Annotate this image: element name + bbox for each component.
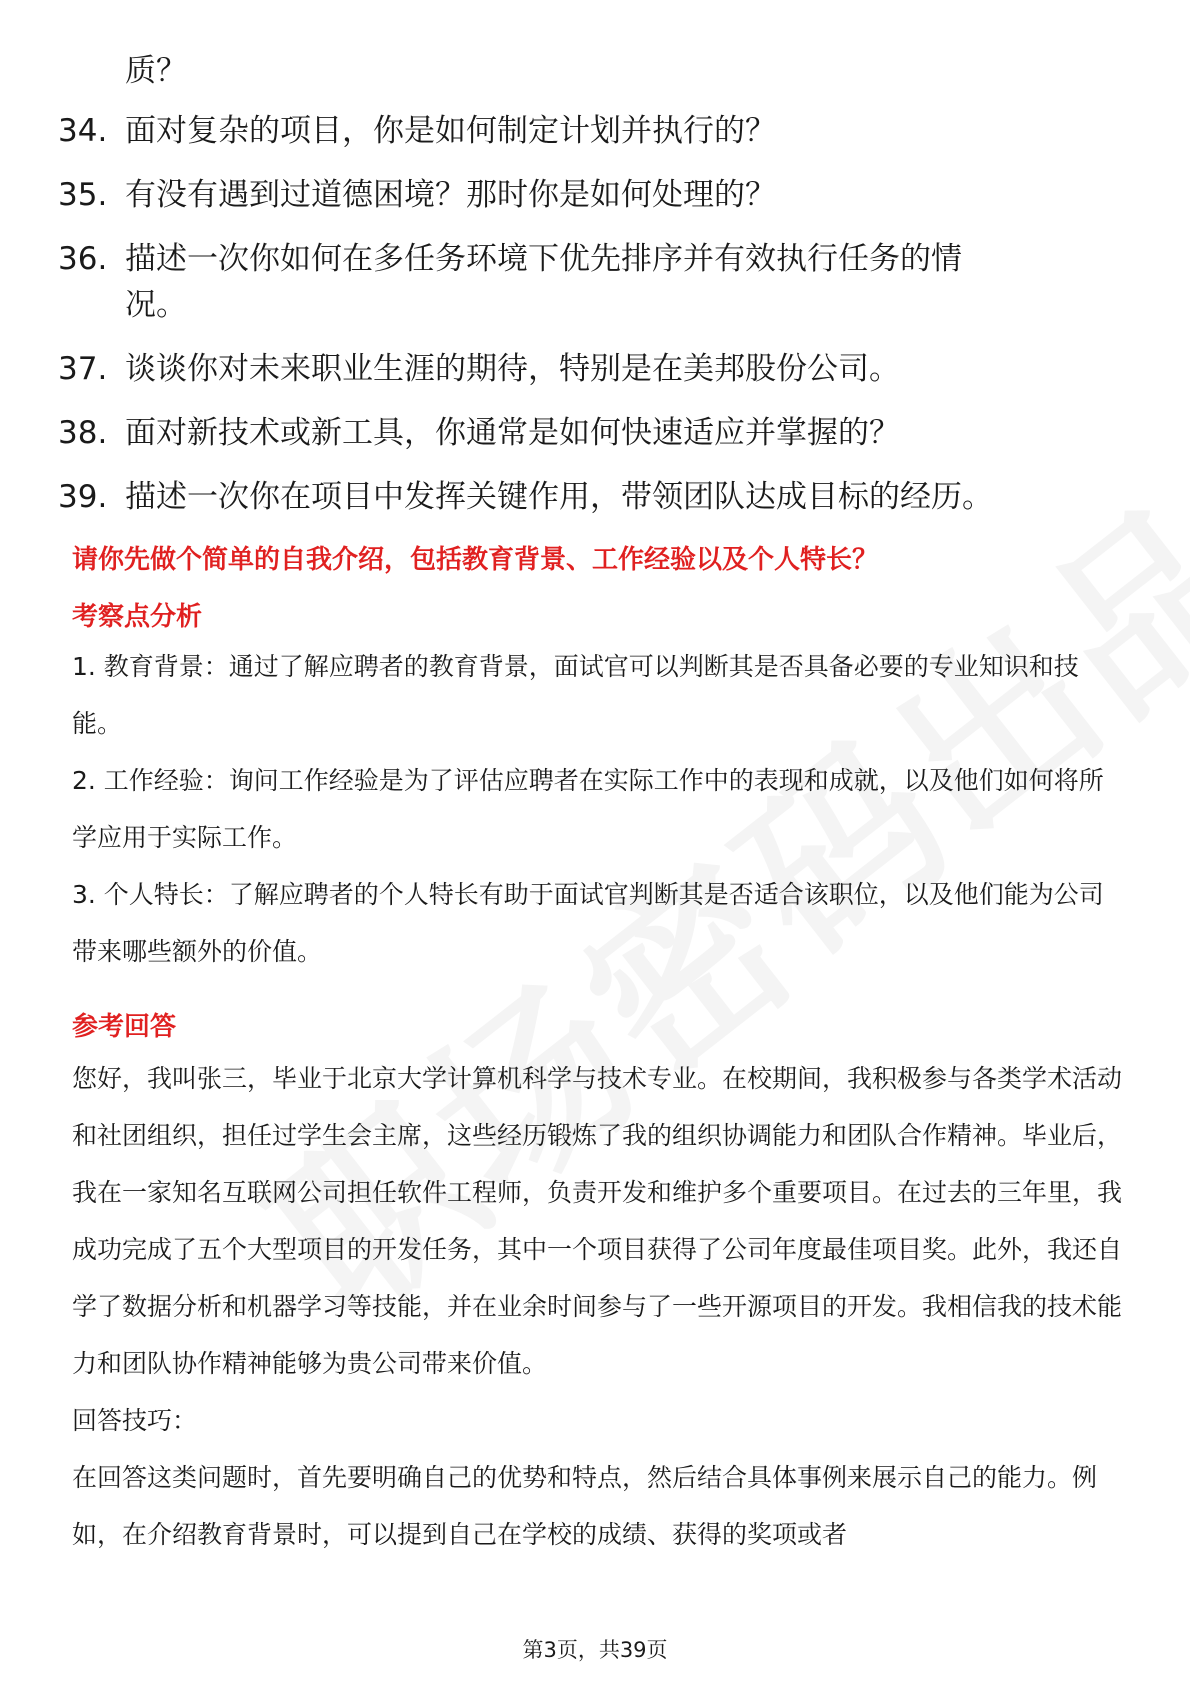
question-text: 面对新技术或新工具，你通常是如何快速适应并掌握的？ xyxy=(125,415,900,451)
section-question-title: 请你先做个简单的自我介绍，包括教育背景、工作经验以及个人特长？ xyxy=(72,545,879,575)
list-item xyxy=(58,410,1138,456)
list-item xyxy=(58,108,1138,154)
tips-label: 回答技巧： xyxy=(72,1406,198,1435)
answer-paragraph: 您好，我叫张三，毕业于北京大学计算机科学与技术专业。在校期间，我积极参与各类学术活动和社团组织，担任过学生会主席，这些经历锻炼了我的组织协调能力和团队合作精神。毕业后，我在一家知名互联网公司担任软件工程师，负责开发和维护多个重要项目。在过去的三年里，我成功完成了五个大型项目的开发任务，其中一个项目获得了公司年度最佳项目奖。此外，我还自学了数据分析和机器学习等技能，并在业余时间参与了一些开源项目的开发。我相信我的技术能力和团队协作精神能够为贵公司带来价值。 xyxy=(72,1064,1123,1378)
analysis-point: 1. 教育背景：通过了解应聘者的教育背景，面试官可以判断其是否具备必要的专业知识和技能。 xyxy=(72,652,1079,738)
question-number: 35. xyxy=(58,177,108,213)
question-list xyxy=(58,108,1138,538)
answer-body xyxy=(72,1050,1127,1563)
analysis-heading: 考察点分析 xyxy=(72,602,203,632)
question-text: 描述一次你在项目中发挥关键作用，带领团队达成目标的经历。 xyxy=(125,479,993,515)
question-number: 39. xyxy=(58,479,108,515)
list-item xyxy=(58,236,1138,328)
question-number: 34. xyxy=(58,113,108,149)
question-number: 36. xyxy=(58,241,108,277)
question-text: 描述一次你如何在多任务环境下优先排序并有效执行任务的情况。 xyxy=(125,241,962,323)
list-item xyxy=(58,346,1138,392)
question-number: 38. xyxy=(58,415,108,451)
analysis-point: 3. 个人特长：了解应聘者的个人特长有助于面试官判断其是否适合该职位，以及他们能为公司带来哪些额外的价值。 xyxy=(72,880,1104,966)
tips-paragraph: 在回答这类问题时，首先要明确自己的优势和特点，然后结合具体事例来展示自己的能力。例如，在介绍教育背景时，可以提到自己在学校的成绩、获得的奖项或者 xyxy=(72,1463,1098,1549)
list-item xyxy=(58,474,1138,520)
answer-heading: 参考回答 xyxy=(72,1012,177,1042)
analysis-point: 2. 工作经验：询问工作经验是为了评估应聘者在实际工作中的表现和成就，以及他们如何将所学应用于实际工作。 xyxy=(72,766,1104,852)
list-item xyxy=(58,172,1138,218)
question-text: 有没有遇到过道德困境？那时你是如何处理的？ xyxy=(125,177,776,213)
analysis-points xyxy=(72,638,1127,980)
question-text: 谈谈你对未来职业生涯的期待，特别是在美邦股份公司。 xyxy=(125,351,900,387)
question-number: 37. xyxy=(58,351,108,387)
question-continuation: 质？ xyxy=(125,53,187,89)
question-text: 面对复杂的项目，你是如何制定计划并执行的？ xyxy=(125,113,776,149)
page-footer: 第3页，共39页 xyxy=(522,1638,668,1662)
